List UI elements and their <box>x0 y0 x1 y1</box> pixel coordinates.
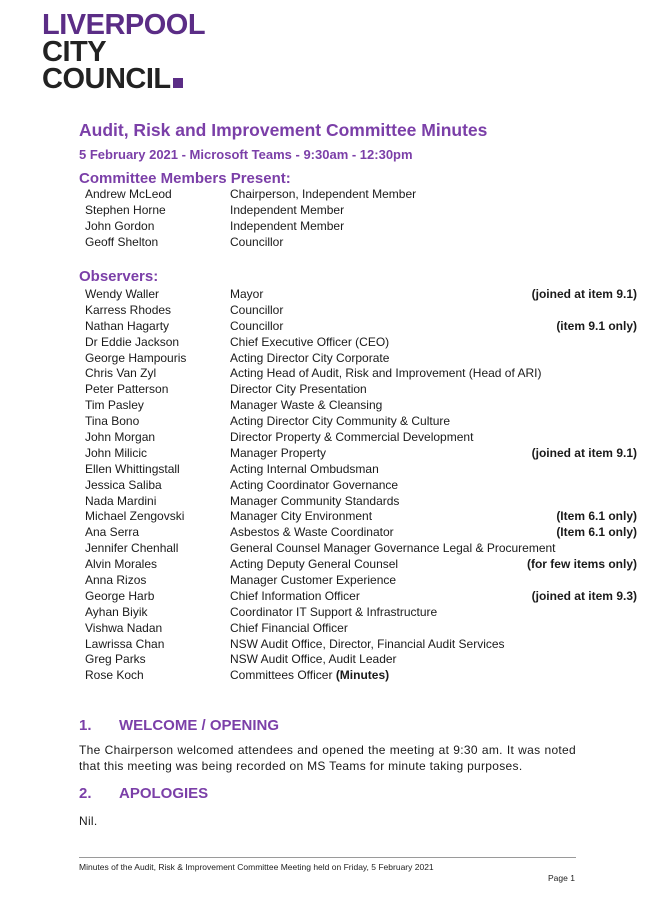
observer-row <box>85 509 637 525</box>
person-role-text: Acting Coordinator Governance <box>230 477 399 492</box>
person-role-text: Committees Officer <box>230 668 333 683</box>
observer-row <box>85 589 637 605</box>
person-role-text: Manager City Environment <box>230 509 373 524</box>
observer-row <box>85 478 637 494</box>
person-role <box>230 414 450 430</box>
person-role-text: Acting Internal Ombudsman <box>230 461 379 476</box>
committee-heading: Committee Members Present: <box>79 170 291 187</box>
person-role-text: Director City Presentation <box>230 382 367 397</box>
person-role <box>230 303 283 319</box>
observer-row <box>85 303 637 319</box>
observer-row <box>85 541 637 557</box>
person-name: Dr Eddie Jackson <box>85 334 180 349</box>
person-role-text: Independent Member <box>230 202 345 217</box>
person-name: John Milicic <box>85 445 148 460</box>
person-role <box>230 478 398 494</box>
observer-row <box>85 351 637 367</box>
person-role <box>230 652 397 668</box>
person-role <box>230 573 396 589</box>
person-name: Karress Rhodes <box>85 302 172 317</box>
observer-row <box>85 414 637 430</box>
person-role <box>230 203 344 219</box>
committee-member-row <box>85 203 637 219</box>
person-name: Ellen Whittingstall <box>85 461 180 476</box>
person-name: Rose Koch <box>85 668 144 683</box>
attendance-note: (for few items only) <box>526 557 637 572</box>
logo-line-3 <box>42 63 232 95</box>
observer-row <box>85 525 637 541</box>
logo-line-3-text: COUNCIL <box>42 63 171 95</box>
page-number: Page 1 <box>548 873 575 883</box>
person-role-text: Councillor <box>230 302 284 317</box>
person-role <box>230 287 263 303</box>
observer-row <box>85 398 637 414</box>
person-role-text: Mayor <box>230 287 264 301</box>
observers-table <box>85 287 637 684</box>
footer-text: Minutes of the Audit, Risk & Improvement Committee Meeting held on Friday, 5 February 2021 <box>79 862 434 872</box>
person-name: Greg Parks <box>85 652 146 667</box>
section-2-number: 2. <box>79 785 92 802</box>
person-name: Tina Bono <box>85 414 140 429</box>
person-role-text: Coordinator IT Support & Infrastructure <box>230 604 438 619</box>
person-role <box>230 525 394 541</box>
committee-member-row <box>85 219 637 235</box>
person-name: Wendy Waller <box>85 287 160 301</box>
observer-row <box>85 446 637 462</box>
observer-row <box>85 462 637 478</box>
document-title: Audit, Risk and Improvement Committee Minutes <box>79 120 488 140</box>
person-role-text: Manager Community Standards <box>230 493 400 508</box>
person-name: Nada Mardini <box>85 493 157 508</box>
observer-row <box>85 366 637 382</box>
person-name: Chris Van Zyl <box>85 366 157 381</box>
person-name: Lawrissa Chan <box>85 636 165 651</box>
person-role-text: Asbestos & Waste Coordinator <box>230 525 394 540</box>
person-role-text: Director Property & Commercial Development <box>230 430 474 445</box>
person-role-text: Councillor <box>230 318 284 333</box>
person-role-text: Chief Financial Officer <box>230 620 348 635</box>
observer-row <box>85 621 637 637</box>
person-role <box>230 366 541 382</box>
person-role-text: Manager Customer Experience <box>230 573 397 588</box>
person-role <box>230 541 556 557</box>
observer-row <box>85 637 637 653</box>
person-role-text: Chief Executive Officer (CEO) <box>230 334 390 349</box>
observer-row <box>85 668 637 684</box>
person-name: Stephen Horne <box>85 202 166 217</box>
logo-line-1: LIVERPOOL <box>42 9 206 41</box>
observer-row <box>85 605 637 621</box>
person-role-text: NSW Audit Office, Director, Financial Audit Services <box>230 636 505 651</box>
section-2-heading <box>79 785 208 802</box>
attendance-note: (joined at item 9.1) <box>531 445 637 460</box>
person-name: Andrew McLeod <box>85 187 172 201</box>
person-name: John Gordon <box>85 218 155 233</box>
person-role-text: Manager Property <box>230 445 327 460</box>
observers-heading: Observers: <box>79 268 159 285</box>
section-2-body: Nil. <box>79 814 98 828</box>
person-role <box>230 668 389 684</box>
observer-row <box>85 573 637 589</box>
attendance-note: (joined at item 9.1) <box>531 287 637 301</box>
attendance-note: (Item 6.1 only) <box>556 509 637 524</box>
council-logo <box>42 9 232 96</box>
section-1-title: WELCOME / OPENING <box>119 717 280 734</box>
section-1-number: 1. <box>79 717 92 734</box>
person-role-text: Chairperson, Independent Member <box>230 187 417 201</box>
person-role <box>230 509 372 525</box>
person-role-text: NSW Audit Office, Audit Leader <box>230 652 397 667</box>
person-name: Alvin Morales <box>85 557 158 572</box>
person-name: George Harb <box>85 588 155 603</box>
person-role <box>230 446 326 462</box>
committee-member-row <box>85 187 637 203</box>
person-name: Jennifer Chenhall <box>85 541 179 556</box>
committee-member-row <box>85 235 637 251</box>
person-name: John Morgan <box>85 430 156 445</box>
person-role <box>230 319 283 335</box>
person-role <box>230 219 344 235</box>
observer-row <box>85 382 637 398</box>
attendance-note: (Item 6.1 only) <box>556 525 637 540</box>
person-role <box>230 462 379 478</box>
observer-row <box>85 557 637 573</box>
section-1-heading <box>79 717 279 734</box>
person-role <box>230 637 505 653</box>
person-role <box>230 589 360 605</box>
person-role <box>230 494 399 510</box>
person-role-text: Manager Waste & Cleansing <box>230 398 383 413</box>
person-name: Tim Pasley <box>85 398 144 413</box>
person-name: Ana Serra <box>85 525 140 540</box>
person-name: Ayhan Biyik <box>85 604 148 619</box>
person-role-text: Acting Deputy General Counsel <box>230 557 399 572</box>
person-role-text: Councillor <box>230 234 284 249</box>
person-role <box>230 382 367 398</box>
meeting-details: 5 February 2021 - Microsoft Teams - 9:30am - 12:30pm <box>79 147 413 162</box>
section-1-body: The Chairperson welcomed attendees and opened the meeting at 9:30 am. It was noted that this meeting was being recorded on MS Teams for minute taking purposes. <box>79 743 576 773</box>
person-name: Vishwa Nadan <box>85 620 163 635</box>
observer-row <box>85 335 637 351</box>
observer-row <box>85 319 637 335</box>
person-role <box>230 351 389 367</box>
person-role <box>230 605 437 621</box>
attendance-note: (joined at item 9.3) <box>531 588 637 603</box>
attendance-note: (item 9.1 only) <box>556 318 637 333</box>
person-name: Peter Patterson <box>85 382 169 397</box>
observer-row <box>85 430 637 446</box>
person-role-emphasis: (Minutes) <box>335 668 390 683</box>
person-role-text: General Counsel Manager Governance Legal & Procurement <box>230 541 556 556</box>
person-role <box>230 398 382 414</box>
footer-divider <box>79 857 576 858</box>
person-name: George Hampouris <box>85 350 187 365</box>
section-2-title: APOLOGIES <box>119 785 209 802</box>
observer-row <box>85 494 637 510</box>
person-role-text: Acting Director City Community & Culture <box>230 414 451 429</box>
person-name: Jessica Saliba <box>85 477 162 492</box>
logo-square-icon <box>173 78 183 88</box>
person-role <box>230 235 283 251</box>
person-role <box>230 187 416 203</box>
person-name: Anna Rizos <box>85 573 147 588</box>
observer-row <box>85 652 637 668</box>
committee-table <box>85 187 637 251</box>
person-role-text: Acting Head of Audit, Risk and Improvement (Head of ARI) <box>230 366 542 381</box>
person-role <box>230 557 398 573</box>
person-name: Geoff Shelton <box>85 234 159 249</box>
person-role-text: Acting Director City Corporate <box>230 350 390 365</box>
logo-line-2: CITY <box>42 36 107 68</box>
person-name: Michael Zengovski <box>85 509 185 524</box>
person-name: Nathan Hagarty <box>85 318 170 333</box>
observer-row <box>85 287 637 303</box>
person-role <box>230 621 348 637</box>
person-role <box>230 335 389 351</box>
person-role <box>230 430 473 446</box>
person-role-text: Independent Member <box>230 218 345 233</box>
person-role-text: Chief Information Officer <box>230 588 360 603</box>
